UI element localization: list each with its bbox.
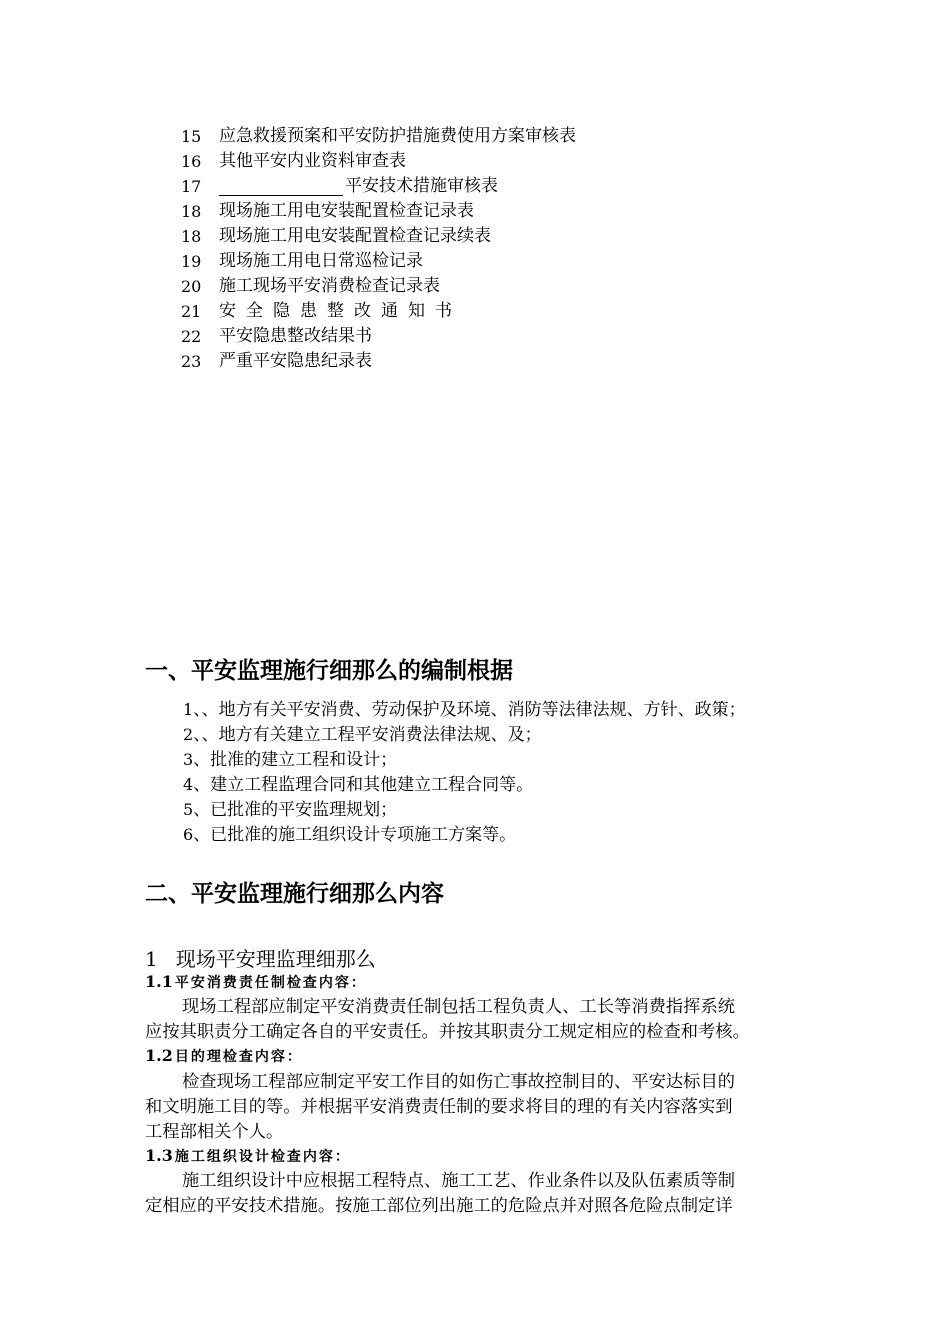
- list-item-number: 17: [181, 177, 202, 196]
- list-item-text: 、建立工程监理合同和其他建立工程合同等。: [193, 775, 534, 795]
- clause-title: 目的理检查内容：: [174, 1049, 303, 1065]
- list-item-number: 20: [181, 277, 202, 296]
- list-item-text: 其他平安内业资料审查表: [219, 151, 406, 171]
- list-item-number: 18: [181, 227, 202, 246]
- list-item: [183, 722, 833, 747]
- list-item-text: 施工现场平安消费检查记录表: [219, 276, 440, 296]
- list-item-number: 21: [181, 302, 202, 321]
- clause-title: 平安消费责任制检查内容：: [174, 975, 367, 991]
- list-item: [181, 199, 781, 224]
- subsection-number: 1: [145, 947, 158, 971]
- list-item: [181, 174, 781, 199]
- basis-list: [183, 697, 833, 847]
- clause-number: 1.1: [145, 972, 173, 991]
- paragraph-line: 工程部相关个人。: [145, 1122, 284, 1142]
- clause-paragraph: [145, 1070, 815, 1145]
- list-item-number: 15: [181, 127, 202, 146]
- list-item-text: 平安隐患整改结果书: [219, 326, 372, 346]
- list-item-number: 4: [183, 775, 194, 794]
- list-item-text: 、、地方有关平安消费、劳动保护及环境、消防等法律法规、方针、政策；: [193, 700, 746, 720]
- list-item: [181, 124, 781, 149]
- list-item-number: 23: [181, 352, 202, 371]
- list-item-text: 现场施工用电安装配置检查记录续表: [219, 226, 491, 246]
- list-item: [181, 249, 781, 274]
- paragraph-line: 施工组织设计中应根据工程特点、施工工艺、作业条件以及队伍素质等制: [182, 1171, 736, 1191]
- list-item: [181, 274, 781, 299]
- list-item-text: 严重平安隐患纪录表: [219, 351, 372, 371]
- clause-heading: [145, 971, 367, 994]
- clause-number: 1.3: [145, 1146, 173, 1165]
- list-item-text: 现场施工用电日常巡检记录: [219, 251, 423, 271]
- list-item-number: 18: [181, 202, 202, 221]
- paragraph-line: 现场工程部应制定平安消费责任制包括工程负责人、工长等消费指挥系统: [182, 997, 736, 1017]
- list-item: [183, 797, 833, 822]
- clause-number: 1.2: [145, 1046, 173, 1065]
- paragraph-line: 检查现场工程部应制定平安工作目的如伤亡事故控制目的、平安达标目的: [182, 1072, 736, 1092]
- list-item-text: 应急救援预案和平安防护措施费使用方案审核表: [219, 126, 576, 146]
- list-item-text: 现场施工用电安装配置检查记录表: [219, 201, 474, 221]
- list-item-number: 5: [183, 800, 194, 819]
- list-item-text: 、、地方有关建立工程平安消费法律法规、及；: [193, 725, 542, 745]
- list-item: [181, 349, 781, 374]
- list-item-text: 安全隐患整改通知书: [219, 301, 462, 321]
- subsection-title: 现场平安理监理细那么: [175, 947, 376, 971]
- section-heading-basis: 一、平安监理施行细那么的编制根据: [145, 658, 513, 684]
- list-item: [181, 299, 781, 324]
- subsection-heading: [145, 945, 376, 973]
- list-item-number: 22: [181, 327, 202, 346]
- clause-heading: [145, 1045, 303, 1068]
- clause-title: 施工组织设计检查内容：: [174, 1149, 351, 1165]
- list-item: [183, 747, 833, 772]
- list-item: [181, 149, 781, 174]
- list-item-number: 3: [183, 750, 194, 769]
- list-item-number: 16: [181, 152, 202, 171]
- paragraph-line: 和文明施工目的等。并根据平安消费责任制的要求将目的理的有关内容落实到: [145, 1097, 733, 1117]
- list-item-text: 、已批准的平安监理规划；: [193, 800, 398, 820]
- list-item-text: 平安技术措施审核表: [345, 176, 498, 196]
- list-item-number: 6: [183, 825, 194, 844]
- list-item-number: 1: [183, 700, 194, 719]
- clause-paragraph: [145, 995, 815, 1045]
- list-item: [181, 324, 781, 349]
- section-heading-content: 二、平安监理施行细那么内容: [145, 881, 444, 907]
- list-item-number: 19: [181, 252, 202, 271]
- list-item-number: 2: [183, 725, 194, 744]
- form-list: [181, 124, 781, 374]
- clause-heading: [145, 1145, 351, 1168]
- list-item-text: 、已批准的施工组织设计专项施工方案等。: [193, 825, 517, 845]
- list-item: [183, 772, 833, 797]
- list-item-text: 、批准的建立工程和设计；: [193, 750, 398, 770]
- blank-underline: [219, 177, 343, 196]
- clause-paragraph: [145, 1169, 815, 1219]
- list-item: [181, 224, 781, 249]
- paragraph-line: 定相应的平安技术措施。按施工部位列出施工的危险点并对照各危险点制定详: [145, 1196, 733, 1216]
- list-item: [183, 697, 833, 722]
- paragraph-line: 应按其职责分工确定各自的平安责任。并按其职责分工规定相应的检查和考核。: [145, 1022, 750, 1042]
- list-item: [183, 822, 833, 847]
